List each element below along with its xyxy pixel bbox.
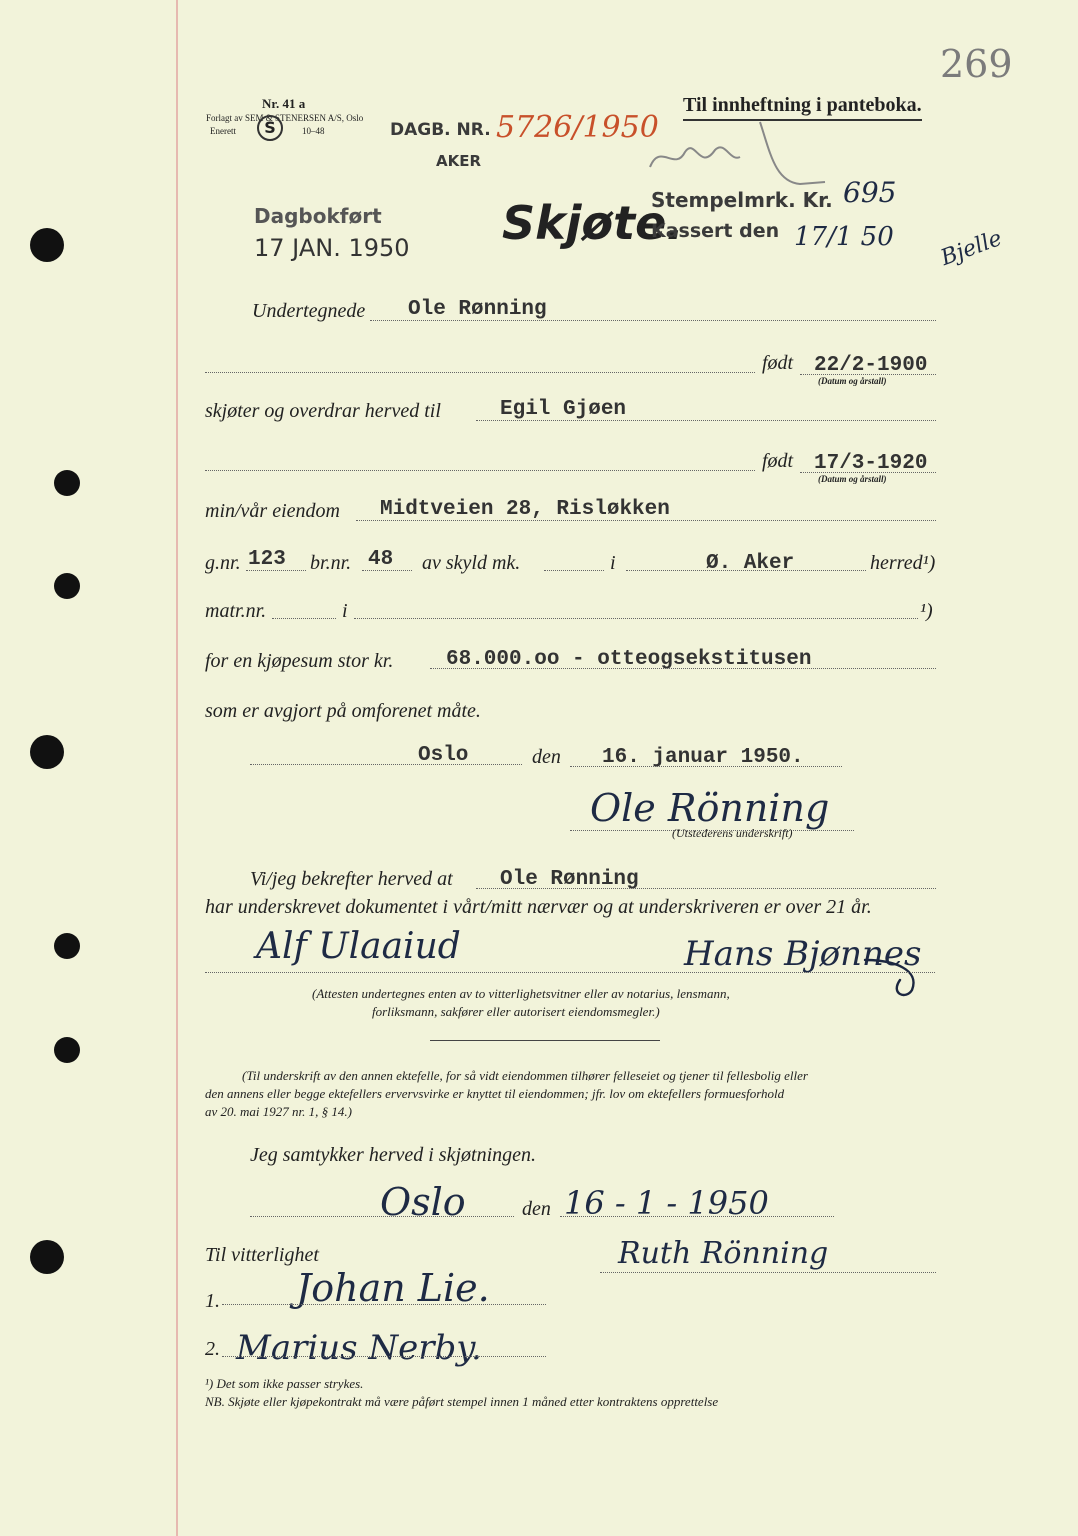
gnr-value: 123: [248, 548, 286, 571]
witness-number: 1.: [205, 1290, 220, 1312]
property-address: Midtveien 28, Risløkken: [380, 498, 670, 521]
herred-label: herred¹): [870, 552, 936, 574]
dagbok-number: 5726/1950: [496, 110, 659, 145]
dotted-line: [626, 570, 866, 571]
undertegnede-label: Undertegnede: [252, 300, 366, 322]
punch-hole: [30, 1240, 64, 1274]
dotted-line: [800, 472, 936, 473]
publisher-line: Forlagt av SEM & STENERSEN A/S, Oslo: [206, 113, 364, 123]
dotted-line: [250, 1216, 514, 1217]
dotted-line: [544, 570, 604, 571]
dotted-line: [250, 764, 522, 765]
fodt-label: født: [762, 450, 794, 472]
signature-line: [600, 1272, 936, 1273]
attest-note: forliksmann, sakfører eller autorisert eiendomsmegler.): [372, 1004, 660, 1019]
page-number: 269: [940, 42, 1013, 86]
dotted-line: [430, 668, 936, 669]
witness-signature: Marius Nerby.: [236, 1328, 482, 1368]
attest-note: (Attesten undertegnes enten av to vitterlighetsvitner eller av notarius, lensmann,: [312, 986, 730, 1001]
price-value: 68.000.oo - otteogsekstitusen: [446, 648, 812, 671]
witness-signature: Johan Lie.: [296, 1266, 490, 1310]
stempel-label: Stempelmrk. Kr.: [651, 188, 833, 212]
signature-flourish: [860, 950, 930, 1000]
dotted-line: [356, 520, 936, 521]
date-hint: (Datum og årstall): [818, 474, 887, 484]
punch-hole: [54, 933, 80, 959]
attest-text: Vi/jeg bekrefter herved at: [250, 868, 453, 890]
dotted-line: [476, 420, 936, 421]
footnote: ¹) Det som ikke passer strykes.: [205, 1376, 364, 1391]
dagbok-place: AKER: [436, 152, 482, 170]
spouse-note: (Til underskrift av den annen ektefelle, for så vidt eiendommen tilhører felleseiet og tjener til fellesbolig eller: [242, 1068, 808, 1083]
date-hint: (Datum og årstall): [818, 376, 887, 386]
dagbokfort-date: 17 JAN. 1950: [254, 234, 410, 262]
consent-den: den: [522, 1198, 551, 1220]
dotted-line: [570, 766, 842, 767]
consent-date: 16 - 1 - 1950: [564, 1184, 769, 1222]
attest-name: Ole Rønning: [500, 868, 639, 891]
form-number: Nr. 41 a: [262, 96, 306, 111]
kassert-date: 17/1 50: [794, 222, 894, 252]
issuer-signature: Ole Rönning: [590, 786, 830, 830]
dagbokfort-label: Dagbokført: [254, 204, 382, 228]
punch-hole: [30, 228, 64, 262]
publisher-logo: S: [257, 115, 283, 141]
eiendom-label: min/vår eiendom: [205, 500, 340, 522]
buyer-name: Egil Gjøen: [500, 398, 627, 421]
skjoter-label: skjøter og overdrar herved til: [205, 400, 441, 422]
skyld-label: av skyld mk.: [422, 552, 521, 574]
punch-hole: [54, 1037, 80, 1063]
dotted-line: [362, 570, 412, 571]
publisher-line: 10–48: [302, 126, 325, 136]
signature-line: [222, 1304, 546, 1305]
matr-label: matr.nr.: [205, 600, 267, 622]
consent-text: Jeg samtykker herved i skjøtningen.: [250, 1144, 537, 1166]
seller-born: 22/2-1900: [814, 354, 928, 377]
attest-text: har underskrevet dokumentet i vårt/mitt nærvær og at underskriveren er over 21 år.: [205, 896, 872, 918]
dotted-line: [476, 888, 936, 889]
brnr-label: br.nr.: [310, 552, 352, 574]
seller-name: Ole Rønning: [408, 298, 547, 321]
dotted-line: [272, 618, 336, 619]
spouse-signature: Ruth Rönning: [618, 1236, 829, 1271]
spouse-note: av 20. mai 1927 nr. 1, § 14.): [205, 1104, 352, 1119]
vitterlighet-label: Til vitterlighet: [205, 1244, 319, 1266]
pencil-scribble: [640, 112, 840, 192]
kassert-label: Kassert den: [651, 220, 780, 242]
header-note: Til innheftning i panteboka.: [683, 94, 922, 121]
matr-i: i: [342, 600, 348, 622]
herred-value: Ø. Aker: [706, 552, 795, 575]
dotted-line: [370, 320, 936, 321]
place-value: Oslo: [418, 744, 469, 767]
gnr-label: g.nr.: [205, 552, 241, 574]
i-label: i: [610, 552, 616, 574]
punch-hole: [30, 735, 64, 769]
den-label: den: [532, 746, 561, 768]
buyer-born: 17/3-1920: [814, 452, 928, 475]
kjopesum-label: for en kjøpesum stor kr.: [205, 650, 394, 672]
date-value: 16. januar 1950.: [602, 746, 804, 769]
dotted-line: [354, 618, 918, 619]
kassert-initials: Bjelle: [937, 225, 1006, 272]
divider: [430, 1040, 660, 1041]
dotted-line: [800, 374, 936, 375]
issuer-caption: (Utstederens underskrift): [672, 826, 793, 840]
spouse-note: den annens eller begge ektefellers ervervsvirke er knyttet til eiendommen; jfr. lov om ektefellers formuesforhold: [205, 1086, 785, 1101]
matr-note: ¹): [920, 600, 933, 622]
signature-line: [222, 1356, 546, 1357]
dotted-line: [205, 972, 935, 973]
punch-hole: [54, 470, 80, 496]
avgjort-text: som er avgjort på omforenet måte.: [205, 700, 481, 722]
footnote: NB. Skjøte eller kjøpekontrakt må være påført stempel innen 1 måned etter kontraktens opprettelse: [205, 1394, 719, 1409]
dagbok-label: DAGB. NR.: [390, 120, 491, 140]
witness-signature: Alf Ulaaiud: [256, 926, 461, 967]
brnr-value: 48: [368, 548, 394, 571]
witness-signature: Hans Bjønnes: [684, 934, 922, 974]
consent-place: Oslo: [380, 1180, 466, 1224]
dotted-line: [246, 570, 306, 571]
fodt-label: født: [762, 352, 794, 374]
stempel-amount: 695: [843, 176, 897, 209]
margin-line: [176, 0, 178, 1536]
page-title: Skjøte.: [502, 196, 684, 250]
dotted-line: [205, 372, 755, 373]
witness-number: 2.: [205, 1338, 220, 1360]
dotted-line: [560, 1216, 834, 1217]
punch-hole: [54, 573, 80, 599]
dotted-line: [205, 470, 755, 471]
publisher-line: Enerett: [210, 126, 236, 136]
